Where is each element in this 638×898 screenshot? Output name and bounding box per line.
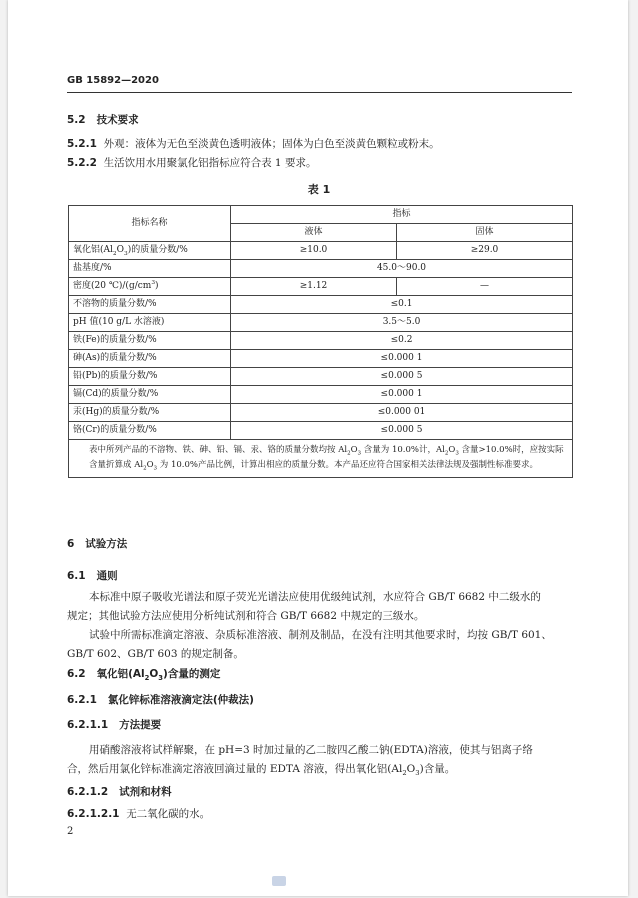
table-1 — [68, 205, 573, 478]
section-6-1-heading: 6.1 通则 — [67, 570, 118, 582]
table-1-caption: 表 1 — [307, 183, 331, 196]
table-row — [69, 332, 573, 350]
section-6-2-1-1-heading: 6.2.1.1 方法提要 — [67, 719, 162, 731]
section-6-heading: 6 试验方法 — [67, 538, 128, 550]
table-row — [69, 422, 573, 440]
clause-5-2-1: 5.2.1 外观：液体为无色至淡黄色透明液体；固体为白色至淡黄色颗粒或粉末。 — [67, 138, 440, 150]
cell-density-liquid: ≥1.12 — [231, 278, 397, 296]
row-label-insoluble: 不溶物的质量分数/% — [69, 296, 231, 314]
row-label-arsenic: 砷(As)的质量分数/% — [69, 350, 231, 368]
row-label-lead: 铅(Pb)的质量分数/% — [69, 368, 231, 386]
row-label-chromium: 铬(Cr)的质量分数/% — [69, 422, 231, 440]
table-note-row — [69, 440, 573, 478]
paragraph-6-1-b: 规定；其他试验方法应使用分析纯试剂和符合 GB/T 6682 中规定的三级水。 — [67, 610, 425, 622]
clause-5-2-2: 5.2.2 生活饮用水用聚氯化铝指标应符合表 1 要求。 — [67, 157, 317, 169]
cell-ph: 3.5～5.0 — [231, 314, 573, 332]
cell-insoluble: ≤0.1 — [231, 296, 573, 314]
paragraph-6-2-1-1-a: 用硝酸溶液将试样解聚，在 pH=3 时加过量的乙二胺四乙酸二钠(EDTA)溶液，使其与铝离子络 — [89, 744, 533, 756]
table-row — [69, 386, 573, 404]
table-row — [69, 296, 573, 314]
row-label-ph: pH 值(10 g/L 水溶液) — [69, 314, 231, 332]
table-row — [69, 350, 573, 368]
paragraph-6-2-1-1-b: 合，然后用氯化锌标准滴定溶液回滴过量的 EDTA 溶液，得出氧化铝$(Al_2O_3)$含量。 — [67, 763, 456, 778]
watermark-icon — [272, 876, 286, 886]
section-6-2-1-heading: 6.2.1 氯化锌标准溶液滴定法(仲裁法) — [67, 694, 254, 706]
cell-basicity: 45.0～90.0 — [231, 260, 573, 278]
header-indicator-name: 指标名称 — [69, 206, 231, 242]
table-row — [69, 404, 573, 422]
header-solid: 固体 — [397, 224, 573, 242]
row-label-cadmium: 镉(Cd)的质量分数/% — [69, 386, 231, 404]
page-number: 2 — [67, 826, 74, 837]
row-label-mercury: 汞(Hg)的质量分数/% — [69, 404, 231, 422]
cell-arsenic: ≤0.000 1 — [231, 350, 573, 368]
section-6-2-1-2-heading: 6.2.1.2 试剂和材料 — [67, 786, 172, 798]
standard-number: GB 15892—2020 — [67, 75, 159, 86]
clause-6-2-1-2-1: 6.2.1.2.1 无二氧化碳的水。 — [67, 808, 211, 820]
section-5-2-heading: 5.2 技术要求 — [67, 114, 139, 126]
row-label-basicity: 盐基度/% — [69, 260, 231, 278]
header-liquid: 液体 — [231, 224, 397, 242]
table-row — [69, 242, 573, 260]
cell-alumina-liquid: ≥10.0 — [231, 242, 397, 260]
section-6-2-heading: 6.2 氧化铝$(Al_2O_3)$含量的测定 — [67, 668, 221, 683]
cell-lead: ≤0.000 5 — [231, 368, 573, 386]
paragraph-6-1-c: 试验中所需标准滴定溶液、杂质标准溶液、制剂及制品，在没有注明其他要求时，均按 GB/T 601、 — [89, 629, 552, 641]
cell-cadmium: ≤0.000 1 — [231, 386, 573, 404]
paragraph-6-1-d: GB/T 602、GB/T 603 的规定制备。 — [67, 648, 244, 660]
table-row — [69, 368, 573, 386]
cell-chromium: ≤0.000 5 — [231, 422, 573, 440]
header-indicator: 指标 — [231, 206, 573, 224]
row-label-density: 密度(20 $℃)/(g/cm^3)$ — [69, 278, 231, 296]
table-row — [69, 278, 573, 296]
row-label-iron: 铁(Fe)的质量分数/% — [69, 332, 231, 350]
table-row — [69, 314, 573, 332]
cell-mercury: ≤0.000 01 — [231, 404, 573, 422]
table-header-row — [69, 206, 573, 224]
table-note: 表中所列产品的不溶物、铁、砷、铅、镉、汞、铬的质量分数均按 $Al_2O_3$ 含量为 10.0%计，$Al_2O_3$ 含量>10.0%时，应按实际含量折算成 $Al_2O_3$ 为 10.0%产品比例，计算出相应的质量分数。本产品还应符合国家相关法律法规及强制性标准要求。 — [69, 440, 573, 478]
paragraph-6-1-a: 本标准中原子吸收光谱法和原子荧光光谱法应使用优级纯试剂，水应符合 GB/T 6682 中二级水的 — [89, 591, 541, 603]
row-label-alumina: 氧化铝$(Al_2O_3)$的质量分数/% — [69, 242, 231, 260]
cell-iron: ≤0.2 — [231, 332, 573, 350]
cell-alumina-solid: ≥29.0 — [397, 242, 573, 260]
header-rule — [67, 92, 572, 93]
cell-density-solid: — — [397, 278, 573, 296]
table-row — [69, 260, 573, 278]
